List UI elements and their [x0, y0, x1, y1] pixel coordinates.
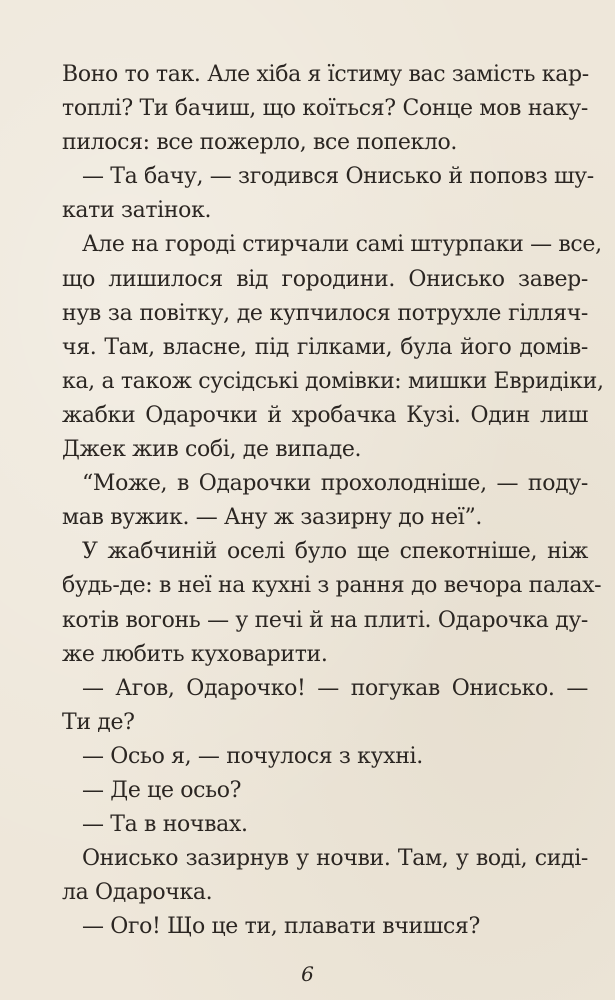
text-line: “Може, в Одарочки прохолодніше, — поду- — [82, 471, 588, 497]
text-line: Онисько зазирнув у ночви. Там, у воді, сиді- — [82, 846, 588, 872]
text-line: будь-де: в неї на кухні з рання до вечора палах- — [62, 573, 602, 599]
text-line: топлі? Ти бачиш, що коїться? Сонце мов наку- — [62, 96, 588, 122]
text-line: Джек жив собі, де випаде. — [62, 437, 362, 463]
text-line: — Агов, Одарочко! — погукав Онисько. — — [82, 675, 588, 701]
text-line: нув за повітку, де купчилося потрухле гілляч- — [62, 300, 588, 326]
text-line: Ти де? — [62, 709, 135, 735]
text-line: ла Одарочка. — [62, 880, 213, 906]
text-line: Але на городі стирчали самі штурпаки — все, — [82, 232, 602, 258]
text-line: жабки Одарочки й хробачка Кузі. Один лиш — [62, 402, 588, 428]
text-line: кати затінок. — [62, 198, 212, 224]
text-line: — Та бачу, — згодився Онисько й поповз шу- — [82, 164, 594, 190]
text-line: пилося: все пожерло, все попекло. — [62, 130, 458, 156]
text-line: — Та в ночвах. — [82, 812, 248, 838]
text-line: котів вогонь — у печі й на плиті. Одарочка ду- — [62, 607, 588, 633]
text-line: — Ого! Що це ти, плавати вчишся? — [82, 914, 480, 940]
text-line: — Осьо я, — почулося з кухні. — [82, 743, 423, 769]
text-line: ка, а також сусідські домівки: мишки Евридіки, — [62, 368, 604, 394]
text-line: Воно то так. Але хіба я їстиму вас замість кар- — [62, 62, 589, 87]
text-line: що лишилося від городини. Онисько завер- — [62, 266, 588, 292]
text-line: мав вужик. — Ану ж зазирну до неї”. — [62, 505, 483, 531]
page-number: 6 — [301, 962, 314, 986]
text-line: чя. Там, власне, під гілками, була його домів- — [62, 334, 588, 360]
text-line: же любить куховарити. — [62, 641, 328, 667]
text-line: У жабчиній оселі було ще спекотніше, ніж — [82, 539, 588, 565]
body-text — [62, 58, 604, 944]
text-line: — Де це осьо? — [82, 777, 242, 803]
